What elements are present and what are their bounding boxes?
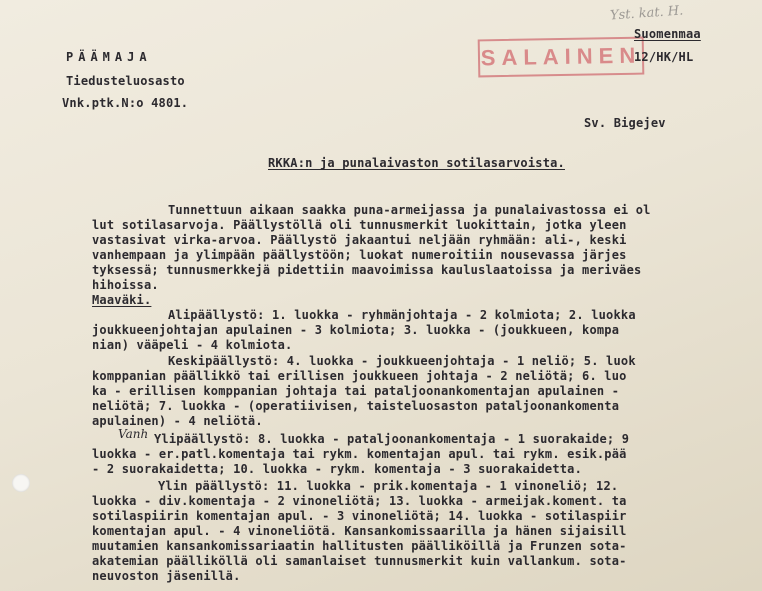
body-line: joukkueenjohtajan apulainen - 3 kolmiota; 3. luokka - (joukkueen, kompa [92, 323, 620, 337]
document-title: RKKA:n ja punalaivaston sotilasarvoista. [268, 156, 565, 170]
file-code: 12/HK/HL [634, 50, 694, 64]
handwritten-margin-note: Vanh [118, 427, 149, 441]
body-line: Ylipäällystö: 8. luokka - pataljoonankomentaja - 1 suorakaide; 9 [154, 432, 630, 446]
secret-stamp: SALAINEN [478, 37, 645, 78]
body-line: Ylin päällystö: 11. luokka - prik.komentaja - 1 vinoneliö; 12. [158, 479, 619, 493]
body-line: Alipäällystö: 1. luokka - ryhmänjohtaja - 2 kolmiota; 2. luokka [168, 308, 636, 322]
body-line: luokka - div.komentaja - 2 vinoneliötä; 13. luokka - armeijak.koment. ta [92, 494, 627, 508]
recipient: Sv. Bigejev [584, 116, 666, 130]
body-line: sotilaspiirin komentajan apul. - 3 vinoneliötä; 14. luokka - sotilaspiir [92, 509, 627, 523]
body-line: neliötä; 7. luokka - (operatiivisen, taisteluosaston pataljoonankomenta [92, 399, 620, 413]
body-line: akatemian päälliköllä oli samanlaiset tunnusmerkit kuin vallankum. sota- [92, 554, 627, 568]
punch-hole [12, 474, 30, 492]
body-line: komppanian päällikkö tai erillisen joukkueen johtaja - 2 neliötä; 6. luo [92, 369, 627, 383]
body-line: Tunnettuun aikaan saakka puna-armeijassa ja punalaivastossa ei ol [168, 203, 651, 217]
body-line: nian) vääpeli - 4 kolmiota. [92, 338, 293, 352]
department: Tiedusteluosasto [66, 74, 185, 88]
body-line: Keskipäällystö: 4. luokka - joukkueenjohtaja - 1 neliö; 5. luok [168, 354, 636, 368]
body-line: ka - erillisen komppanian johtaja tai pataljoonankomentajan apulainen - [92, 384, 620, 398]
body-line: apulainen) - 4 neliötä. [92, 414, 263, 428]
body-line: vastasivat virka-arvoa. Päällystö jakaantui neljään ryhmään: ali-, keski [92, 233, 627, 247]
body-line: - 2 suorakaidetta; 10. luokka - rykm. komentaja - 3 suorakaidetta. [92, 462, 583, 476]
body-line: lut sotilasarvoja. Päällystöllä oli tunnusmerkit luokittain, jotka yleen [92, 218, 627, 232]
body-line: vanhempaan ja ylimpään päällystöön; luokat numeroitiin nousevassa järjes [92, 248, 627, 262]
body-line: hihoissa. [92, 278, 159, 292]
body-line: muutamien kansankomissariaatin hallitusten päälliköillä ja Frunzen sota- [92, 539, 627, 553]
handwritten-note-top: Yst. kat. H. [609, 3, 684, 24]
section-heading: Maaväki. [92, 293, 152, 307]
reference-number: Vnk.ptk.N:o 4801. [62, 96, 189, 110]
body-line: tyksessä; tunnusmerkkejä pidettiin maavoimissa kauluslaatoissa ja meriväes [92, 263, 642, 277]
body-line: neuvoston jäsenillä. [92, 569, 241, 583]
location: Suomenmaa [634, 27, 701, 41]
body-line: komentajan apul. - 4 vinoneliötä. Kansankomissaarilla ja hänen sijaisill [92, 524, 627, 538]
org-heading: PÄÄMAJA [66, 50, 152, 64]
body-line: luokka - er.patl.komentaja tai rykm. komentajan apul. tai rykm. esik.pää [92, 447, 627, 461]
